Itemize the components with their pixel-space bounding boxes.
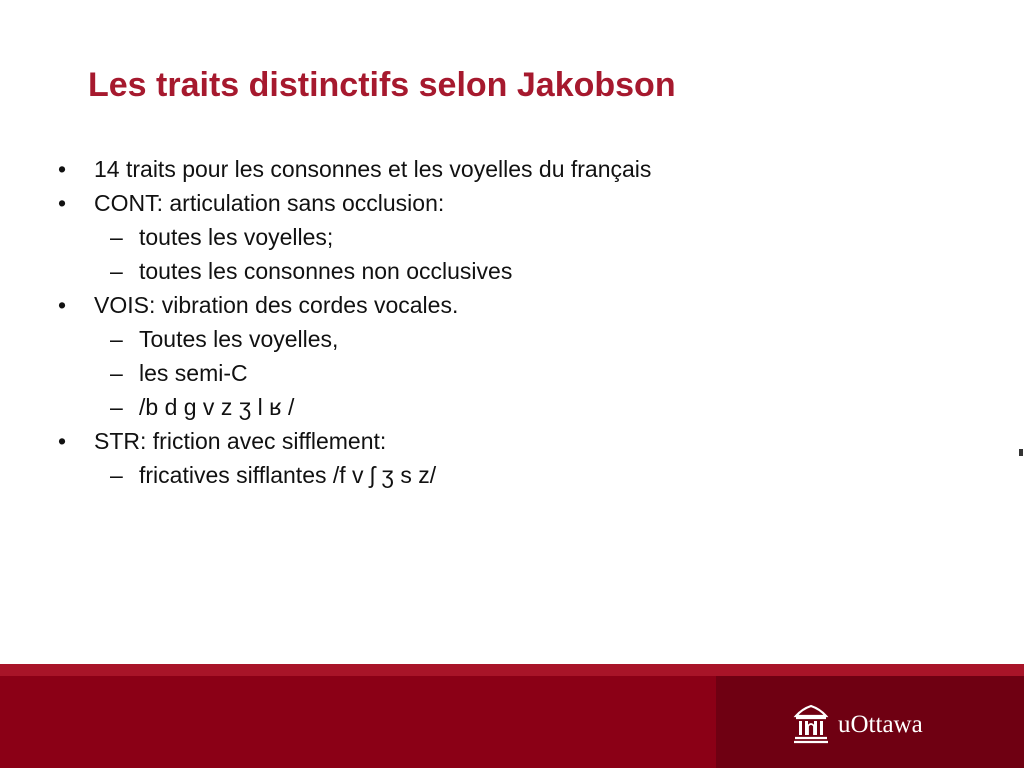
sub-bullet-text: les semi-C bbox=[139, 360, 248, 386]
slide-title: Les traits distinctifs selon Jakobson bbox=[88, 66, 676, 104]
dash-marker: – bbox=[110, 462, 123, 488]
bullet-item bbox=[0, 288, 1024, 322]
bullet-marker: • bbox=[58, 156, 67, 182]
footer-stripe bbox=[0, 664, 1024, 676]
bullet-item bbox=[0, 186, 1024, 220]
dash-marker: – bbox=[110, 258, 123, 284]
bullet-marker: • bbox=[58, 428, 67, 454]
dash-marker: – bbox=[110, 224, 123, 250]
sub-bullet-text: Toutes les voyelles, bbox=[139, 326, 339, 352]
sub-bullet-item bbox=[0, 220, 1024, 254]
sub-bullet-text: toutes les voyelles; bbox=[139, 224, 334, 250]
dash-marker: – bbox=[110, 360, 123, 386]
bullet-list bbox=[0, 152, 1024, 492]
bullet-text: 14 traits pour les consonnes et les voyelles du français bbox=[94, 156, 652, 182]
bullet-marker: • bbox=[58, 292, 67, 318]
bullet-text: VOIS: vibration des cordes vocales. bbox=[94, 292, 459, 318]
bullet-text: CONT: articulation sans occlusion: bbox=[94, 190, 445, 216]
university-building-icon bbox=[792, 704, 830, 744]
dash-marker: – bbox=[110, 394, 123, 420]
bullet-text: STR: friction avec sifflement: bbox=[94, 428, 387, 454]
sub-bullet-item bbox=[0, 390, 1024, 424]
uottawa-logo bbox=[792, 704, 952, 748]
stray-mark bbox=[1019, 449, 1023, 456]
sub-bullet-text: toutes les consonnes non occlusives bbox=[139, 258, 513, 284]
bullet-item bbox=[0, 424, 1024, 458]
bullet-marker: • bbox=[58, 190, 67, 216]
logo-wordmark: uOttawa bbox=[838, 711, 923, 738]
sub-bullet-text: /b d g v z ʒ l ʁ / bbox=[139, 394, 295, 420]
sub-bullet-text: fricatives sifflantes /f v ʃ ʒ s z/ bbox=[139, 462, 437, 488]
sub-bullet-item bbox=[0, 322, 1024, 356]
dash-marker: – bbox=[110, 326, 123, 352]
sub-bullet-item bbox=[0, 356, 1024, 390]
bullet-item bbox=[0, 152, 1024, 186]
sub-bullet-item bbox=[0, 458, 1024, 492]
sub-bullet-item bbox=[0, 254, 1024, 288]
